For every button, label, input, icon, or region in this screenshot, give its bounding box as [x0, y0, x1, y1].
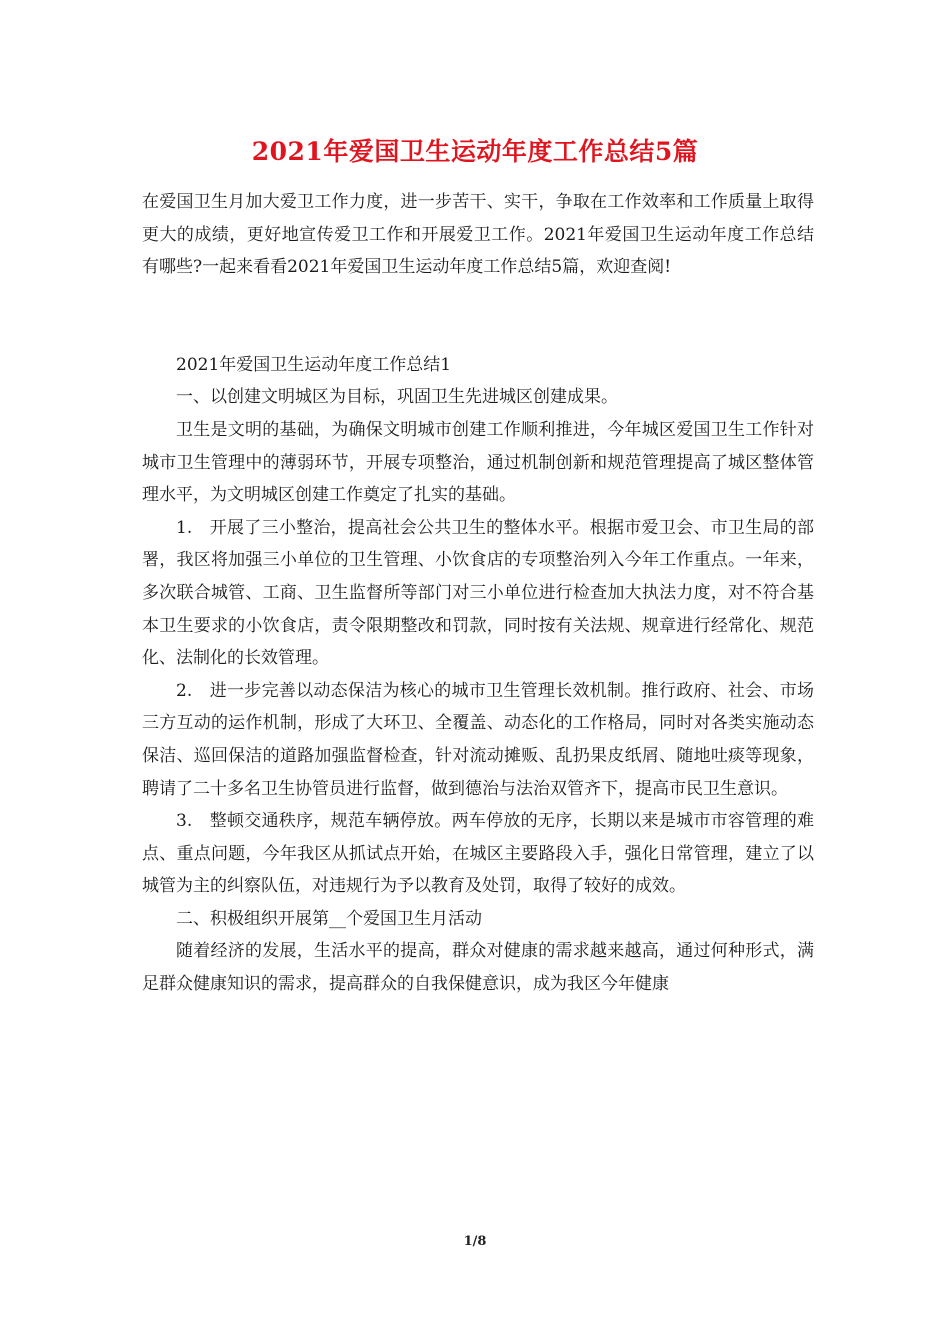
- document-body: [142, 186, 814, 1001]
- numbered-paragraph-2: 2. 进一步完善以动态保洁为核心的城市卫生管理长效机制。推行政府、社会、市场三方互动的运作机制，形成了大环卫、全覆盖、动态化的工作格局，同时对各类实施动态保洁、巡回保洁的道路加强监督检查，针对流动摊贩、乱扔果皮纸屑、随地吐痰等现象，聘请了二十多名卫生协管员进行监督，做到德治与法治双管齐下，提高市民卫生意识。: [142, 680, 814, 799]
- section-heading-1: 2021年爱国卫生运动年度工作总结1: [176, 354, 452, 375]
- page-number: 1/8: [463, 1234, 487, 1249]
- document-title: 2021年爱国卫生运动年度工作总结5篇: [251, 137, 699, 166]
- body-paragraph: 随着经济的发展，生活水平的提高，群众对健康的需求越来越高，通过何种形式，满足群众健康知识的需求，提高群众的自我保健意识，成为我区今年健康: [142, 941, 814, 995]
- numbered-paragraph-3: 3. 整顿交通秩序，规范车辆停放。两车停放的无序，长期以来是城市市容管理的难点、重点问题，今年我区从抓试点开始，在城区主要路段入手，强化日常管理，建立了以城管为主的纠察队伍，对违规行为予以教育及处罚，取得了较好的成效。: [142, 811, 814, 897]
- subsection-heading-1: 一、以创建文明城区为目标，巩固卫生先进城区创建成果。: [176, 387, 618, 408]
- subsection-heading-2: 二、积极组织开展第__个爱国卫生月活动: [176, 908, 482, 929]
- intro-paragraph: 在爱国卫生月加大爱卫工作力度，进一步苦干、实干，争取在工作效率和工作质量上取得更大的成绩，更好地宣传爱卫工作和开展爱卫工作。2021年爱国卫生运动年度工作总结有哪些?一起来看看2021年爱国卫生运动年度工作总结5篇，欢迎查阅!: [142, 192, 814, 278]
- body-paragraph: 卫生是文明的基础，为确保文明城市创建工作顺利推进，今年城区爱国卫生工作针对城市卫生管理中的薄弱环节，开展专项整治，通过机制创新和规范管理提高了城区整体管理水平，为文明城区创建工作奠定了扎实的基础。: [142, 419, 814, 506]
- numbered-paragraph-1: 1. 开展了三小整治，提高社会公共卫生的整体水平。根据市爱卫会、市卫生局的部署，我区将加强三小单位的卫生管理、小饮食店的专项整治列入今年工作重点。一年来，多次联合城管、工商、卫生监督所等部门对三小单位进行检查加大执法力度，对不符合基本卫生要求的小饮食店，责令限期整改和罚款，同时按有关法规、规章进行经常化、规范化、法制化的长效管理。: [142, 517, 814, 669]
